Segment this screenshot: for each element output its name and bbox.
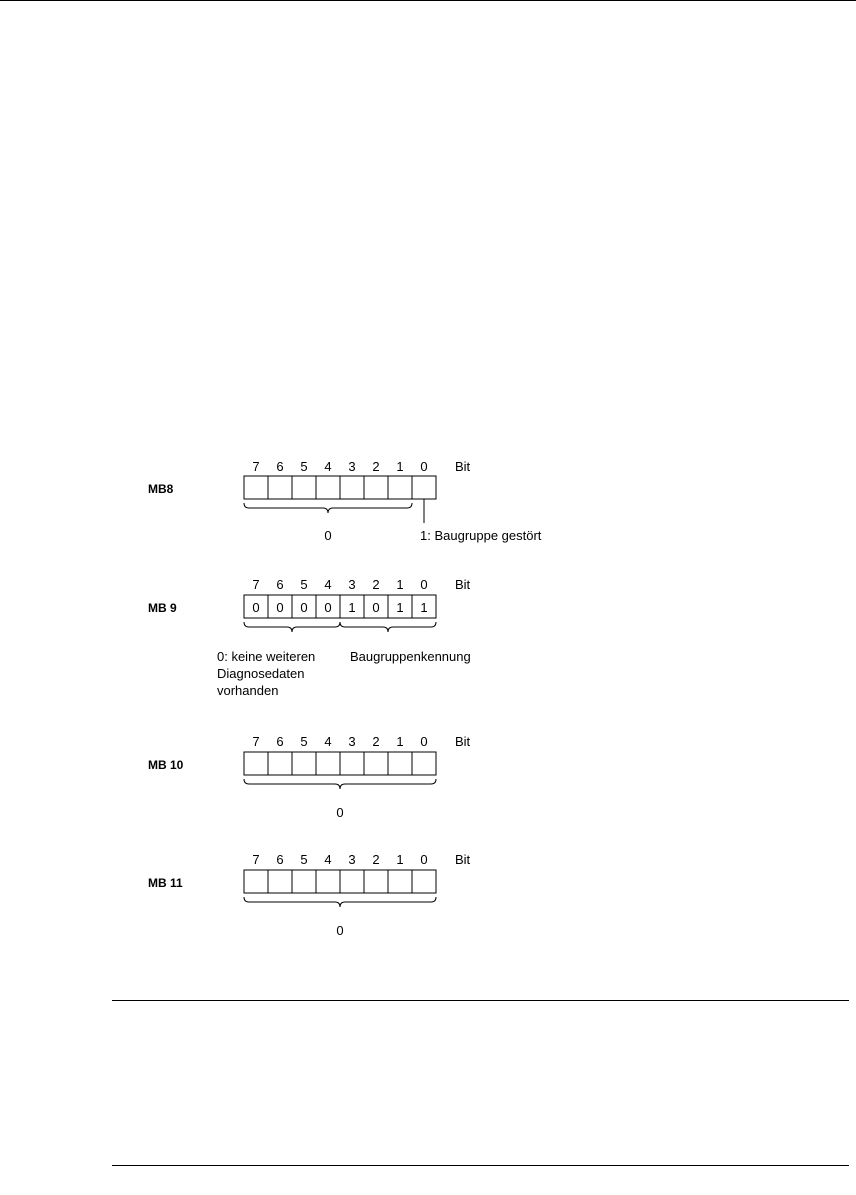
register-2-bit-number: 0 (420, 577, 428, 592)
register-1-bit-number: 7 (252, 459, 260, 474)
register-1-bit-cell (364, 476, 388, 499)
register-3-bit-cell (244, 752, 268, 775)
register-2-annotation-line: vorhanden (217, 683, 279, 698)
register-4-bit-number: 1 (396, 852, 404, 867)
register-2-bit-value: 0 (324, 600, 332, 615)
register-1-annotation: 1: Baugruppe gestört (420, 528, 542, 543)
register-2-bit-value: 0 (372, 600, 380, 615)
register-2-bit-number: 7 (252, 577, 260, 592)
register-3-bit-cell (292, 752, 316, 775)
register-3-bit-number: 2 (372, 734, 380, 749)
register-2-bit-label: Bit (455, 577, 471, 592)
register-3-bit-number: 3 (348, 734, 356, 749)
register-4-name: MB 11 (148, 876, 183, 890)
register-2-bit-number: 5 (300, 577, 308, 592)
register-4-bit-cell (412, 870, 436, 893)
register-4-bit-number: 7 (252, 852, 260, 867)
register-1-bit-cell (388, 476, 412, 499)
register-4-bit-cell (292, 870, 316, 893)
register-1-bit-cell (292, 476, 316, 499)
register-3-bit-cell (388, 752, 412, 775)
register-2-bit-number: 1 (396, 577, 404, 592)
register-4-bit-cell (364, 870, 388, 893)
register-1-bit-number: 0 (420, 459, 428, 474)
register-2-annotation: Baugruppenkennung (350, 649, 471, 664)
register-2-bit-value: 0 (300, 600, 308, 615)
register-1-bit-number: 3 (348, 459, 356, 474)
register-1-bit-cell (244, 476, 268, 499)
register-4-bit-number: 3 (348, 852, 356, 867)
register-2-name: MB 9 (148, 601, 177, 615)
register-3-brace (244, 779, 436, 789)
register-2-bit-value: 1 (396, 600, 404, 615)
register-1-bit-cell (340, 476, 364, 499)
register-4-bit-cell (316, 870, 340, 893)
register-1-bit-label: Bit (455, 459, 471, 474)
register-4-bit-cell (244, 870, 268, 893)
register-3-bit-cell (364, 752, 388, 775)
register-3-bit-number: 1 (396, 734, 404, 749)
register-3-bit-cell (412, 752, 436, 775)
register-2-annotation-line: Diagnosedaten (217, 666, 305, 681)
register-2-bit-number: 4 (324, 577, 332, 592)
register-3-annotation: 0 (336, 805, 344, 820)
register-4-bit-cell (268, 870, 292, 893)
register-3-name: MB 10 (148, 758, 184, 772)
register-1-bit-number: 5 (300, 459, 308, 474)
register-1-bit-number: 4 (324, 459, 332, 474)
register-3-bit-number: 7 (252, 734, 260, 749)
register-1-bit-cell (268, 476, 292, 499)
register-3-bit-number: 6 (276, 734, 284, 749)
register-1-annotation: 0 (324, 528, 332, 543)
register-1-bit-cell (316, 476, 340, 499)
register-3-bit-cell (268, 752, 292, 775)
register-4-annotation: 0 (336, 923, 344, 938)
register-2-bit-number: 2 (372, 577, 380, 592)
register-4-bit-number: 2 (372, 852, 380, 867)
register-3-bit-cell (340, 752, 364, 775)
register-1-bit-cell (412, 476, 436, 499)
register-2-bit-number: 6 (276, 577, 284, 592)
register-2-annotation-line: 0: keine weiteren (217, 649, 316, 664)
register-2-bit-value: 1 (348, 600, 356, 615)
register-4-bit-cell (388, 870, 412, 893)
register-3-bit-cell (316, 752, 340, 775)
register-1-bit-number: 6 (276, 459, 284, 474)
register-1-name: MB8 (148, 482, 174, 496)
register-4-bit-number: 4 (324, 852, 332, 867)
register-3-bit-number: 0 (420, 734, 428, 749)
register-1-bit-number: 1 (396, 459, 404, 474)
register-4-bit-number: 6 (276, 852, 284, 867)
register-2-bit-value: 0 (252, 600, 260, 615)
register-2-bit-value: 0 (276, 600, 284, 615)
register-3-bit-number: 4 (324, 734, 332, 749)
register-2-bit-number: 3 (348, 577, 356, 592)
register-2-brace (340, 622, 436, 632)
register-2-brace (244, 622, 340, 632)
register-3-bit-label: Bit (455, 734, 471, 749)
register-4-bit-cell (340, 870, 364, 893)
register-4-bit-number: 0 (420, 852, 428, 867)
register-1-brace (244, 503, 412, 513)
register-4-bit-label: Bit (455, 852, 471, 867)
register-3-bit-number: 5 (300, 734, 308, 749)
register-4-bit-number: 5 (300, 852, 308, 867)
register-2-bit-value: 1 (420, 600, 428, 615)
register-4-brace (244, 897, 436, 907)
register-1-bit-number: 2 (372, 459, 380, 474)
